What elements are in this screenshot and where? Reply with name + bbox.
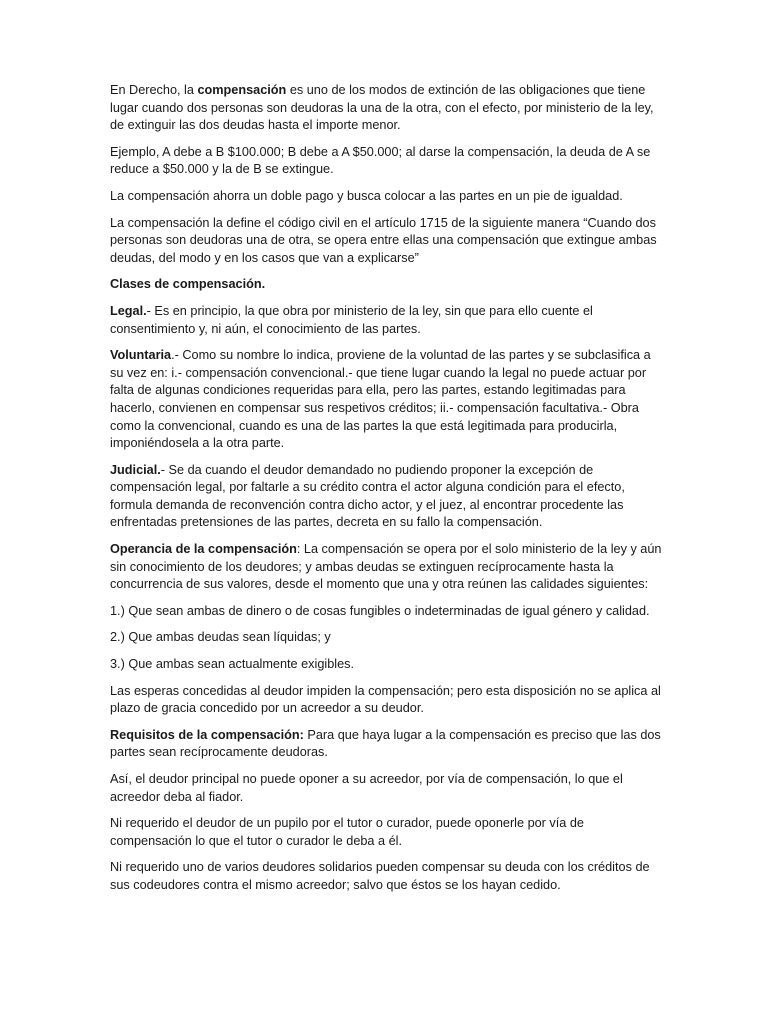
section-heading (110, 276, 662, 294)
paragraph-judicial (110, 462, 662, 532)
paragraph-text: La compensación ahorra un doble pago y busca colocar a las partes en un pie de igualdad. (110, 188, 623, 203)
bold-term: Voluntaria (110, 348, 172, 363)
paragraph-text: Las esperas concedidas al deudor impiden la compensación; pero esta disposición no se aplica al plazo de gracia concedido por un acreedor a su deudor. (110, 683, 661, 716)
paragraph-4 (110, 215, 662, 268)
paragraph-voluntaria (110, 347, 662, 453)
paragraph-text: : La compensación se opera por el solo ministerio de la ley y aún sin conocimiento de los deudores; y ambas deudas se extinguen recíprocamente hasta la concurrencia de sus valores, desde el momento que una y otra reúnen las calidades siguientes: (110, 542, 662, 592)
bold-term: Requisitos de la compensación: (110, 727, 304, 742)
paragraph-text: - Se da cuando el deudor demandado no pudiendo proponer la excepción de compensación legal, por faltarle a su crédito contra el actor alguna condición para el efecto, formula demanda de reconvención contra dicho actor, y el juez, al encontrar procedente las enfrentadas pretensiones de las partes, decreta en su fallo la compensación. (110, 462, 625, 530)
bold-term: compensación (197, 83, 287, 97)
paragraph-operancia (110, 541, 662, 594)
paragraph-esperas (110, 683, 662, 718)
paragraph-3 (110, 188, 662, 206)
paragraph-text: Así, el deudor principal no puede oponer a su acreedor, por vía de compensación, lo que el acreedor deba al fiador. (110, 772, 623, 804)
paragraph-1 (110, 82, 662, 135)
paragraph-text: 3.) Que ambas sean actualmente exigibles. (110, 657, 355, 672)
bold-term: Legal. (110, 303, 147, 318)
paragraph-text: - Es en principio, la que obra por ministerio de la ley, sin que para ello cuente el consentimiento y, ni aún, el conocimiento de las partes. (110, 303, 593, 336)
paragraph-text: es uno de los modos de extinción de las obligaciones que tiene lugar cuando dos personas son deudoras la una de la otra, con el efecto, por ministerio de la ley, de extinguir las dos deudas hasta el importe menor. (110, 83, 654, 133)
paragraph-text: Ejemplo, A debe a B $100.000; B debe a A $50.000; al darse la compensación, la deuda de A se reduce a $50.000 y la de B se extingue. (110, 144, 651, 177)
paragraph-text: 2.) Que ambas deudas sean líquidas; y (110, 630, 331, 645)
document-page (110, 82, 662, 904)
paragraph-legal (110, 303, 662, 338)
list-item-2 (110, 629, 662, 647)
paragraph-fiador (110, 771, 662, 806)
paragraph-solidarios (110, 859, 662, 894)
bold-term: Judicial. (110, 462, 161, 477)
paragraph-2 (110, 144, 662, 179)
paragraph-text: La compensación la define el código civil en el artículo 1715 de la siguiente manera “Cuando dos personas son deudoras una de otra, se opera entre ellas una compensación que extingue ambas deudas, del modo y en los casos que van a explicarse” (110, 215, 657, 265)
paragraph-text: Ni requerido uno de varios deudores solidarios pueden compensar su deuda con los créditos de sus codeudores contra el mismo acreedor; salvo que éstos se los hayan cedido. (110, 860, 650, 892)
paragraph-text: En Derecho, la (110, 83, 198, 97)
paragraph-text: Para que haya lugar a la compensación es preciso que las dos partes sean recíprocamente deudoras. (110, 727, 661, 760)
paragraph-text: .- Como su nombre lo indica, proviene de la voluntad de las partes y se subclasifica a su vez en: i.- compensación convencional.- que tiene lugar cuando la legal no puede actuar por falta de algunas condiciones requeridas para ella, pero las partes, estando legitimadas para hacerlo, convienen en compensar sus respetivos créditos; ii.- compensación facultativa.- Obra como la convencional, cuando es una de las partes la que está legitimada para producirla, imponiéndosela a la otra parte. (110, 348, 651, 451)
list-item-1 (110, 603, 662, 621)
bold-term: Clases de compensación. (110, 277, 266, 292)
paragraph-pupilo (110, 815, 662, 850)
paragraph-text: 1.) Que sean ambas de dinero o de cosas fungibles o indeterminadas de igual género y calidad. (110, 603, 650, 618)
bold-term: Operancia de la compensación (110, 542, 297, 557)
list-item-3 (110, 656, 662, 674)
paragraph-requisitos (110, 727, 662, 762)
paragraph-text: Ni requerido el deudor de un pupilo por el tutor o curador, puede oponerle por vía de compensación lo que el tutor o curador le deba a él. (110, 816, 584, 848)
